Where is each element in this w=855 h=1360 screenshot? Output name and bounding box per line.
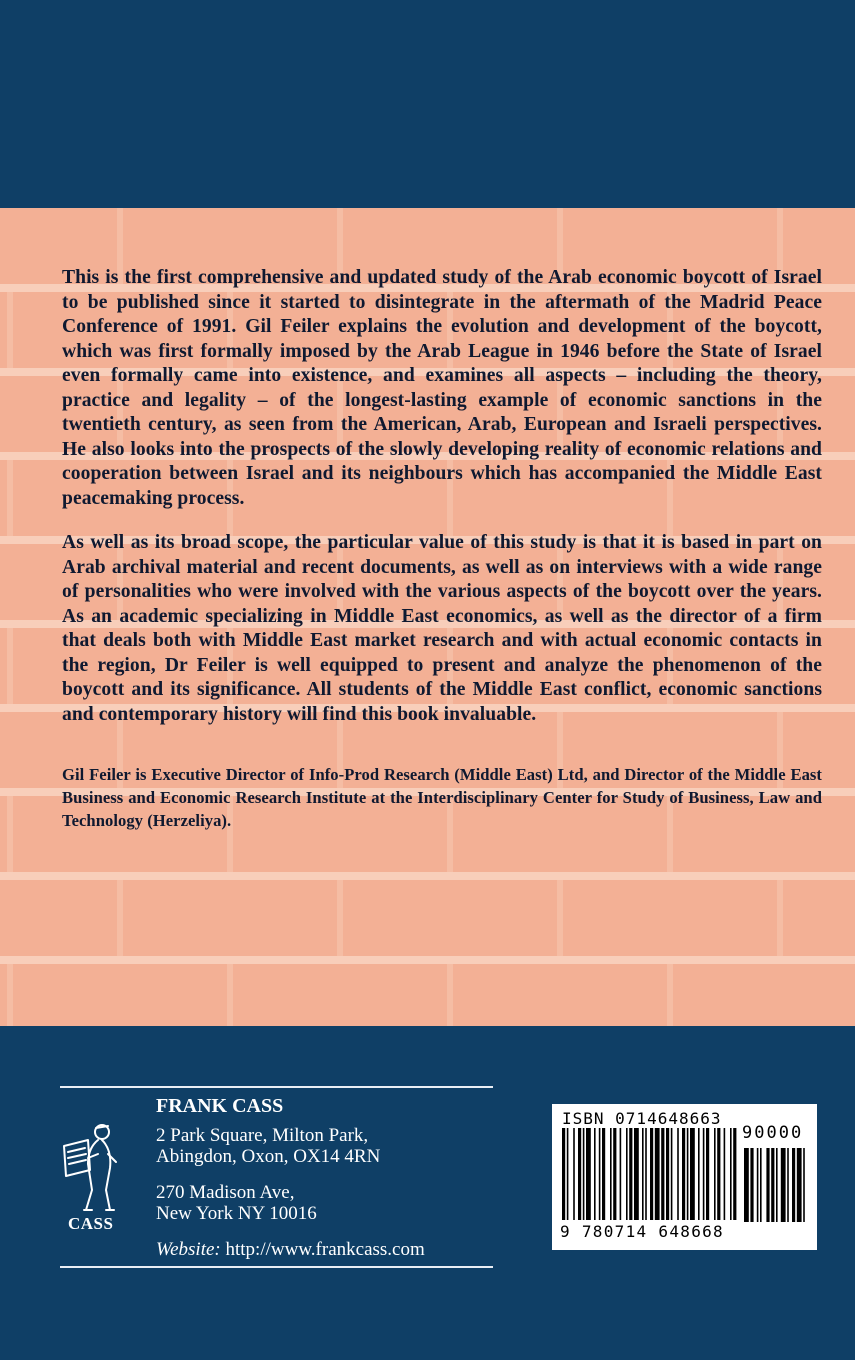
barcode-bar [562, 1128, 565, 1220]
barcode-bar [578, 1128, 581, 1220]
blurb-paragraph-2: As well as its broad scope, the particular value of this study is that it is based in part on Arab archival material and recent documents, as well as on interviews with a wide range of personalities who were involved with the various aspects of the boycott over the years. As an academic specializing in Middle East economics, as well as the director of a firm that deals both with Middle East market research and with actual economic contacts in the region, Dr Feiler is well equipped to present and analyze the phenomenon of the boycott and its significance. All students of the Middle East conflict, economic sanctions and contemporary history will find this book invaluable. [62, 532, 822, 725]
publisher-address-uk [156, 1125, 425, 1167]
barcode-addon-bar [781, 1148, 786, 1222]
barcode-bar [682, 1128, 685, 1220]
barcode-bar [567, 1128, 569, 1220]
barcode-bar [730, 1128, 732, 1220]
barcode-bar [594, 1128, 596, 1220]
divider-bottom [60, 1266, 493, 1268]
barcode-bar [687, 1128, 689, 1220]
barcode-bar [634, 1128, 639, 1220]
top-navy-band [0, 0, 855, 208]
address-us-line-1: 270 Madison Ave, [156, 1182, 295, 1203]
barcode-bar [666, 1128, 669, 1220]
publisher-name: FRANK CASS [156, 1095, 284, 1117]
author-bio: Gil Feiler is Executive Director of Info-Prod Research (Middle East) Ltd, and Director of the Middle East Business and Economic Research Institute at the Interdisciplinary Center for Study of Business, Law and Technology (Herzeliya). [62, 765, 822, 830]
barcode-addon-bar [757, 1148, 759, 1222]
barcode-bar [613, 1128, 616, 1220]
barcode-bar [706, 1128, 709, 1220]
barcode-bar [690, 1128, 695, 1220]
isbn-text: ISBN 0714648663 [562, 1109, 722, 1128]
publisher-address-us [156, 1182, 425, 1224]
barcode-bar [626, 1128, 628, 1220]
blurb-paragraph-1: This is the first comprehensive and updated study of the Arab economic boycott of Israel to be published since it started to disintegrate in the aftermath of the Madrid Peace Conference of 1991. Gil Feiler explains the evolution and development of the boycott, which was first formally imposed by the Arab League in 1946 before the State of Israel even formally came into existence, and examines all aspects – including the theory, practice and legality – of the longest-lasting example of economic sanctions in the twentieth century, as seen from the American, Arab, European and Israeli perspectives. He also looks into the prospects of the slowly developing reality of economic relations and cooperation between Israel and its neighbours which has accompanied the Middle East peacemaking process. [62, 267, 822, 509]
website-url: http://www.frankcass.com [220, 1239, 425, 1260]
barcode-bar [620, 1128, 622, 1220]
address-uk-line-1: 2 Park Square, Milton Park, [156, 1125, 369, 1146]
barcode-bar [703, 1128, 705, 1220]
isbn-barcode [552, 1104, 817, 1250]
address-us-line-2: New York NY 10016 [156, 1203, 317, 1224]
barcode-addon-bar [776, 1148, 778, 1222]
website-label: Website: [156, 1239, 221, 1260]
barcode-addon-bar [797, 1148, 802, 1222]
barcode-bar [671, 1128, 673, 1220]
barcode-addon-bar [792, 1148, 795, 1222]
barcode-addon-bar [744, 1148, 749, 1222]
barcode-addon-bar [803, 1148, 805, 1222]
barcode-bar [714, 1128, 716, 1220]
barcode-bar [583, 1128, 585, 1220]
barcode-bar [599, 1128, 601, 1220]
barcode-addon-bar [760, 1148, 762, 1222]
barcode-addon-bar [771, 1148, 774, 1222]
barcode-price-code: 90000 [742, 1123, 804, 1143]
barcode-bar [717, 1128, 720, 1220]
barcode-bar [724, 1128, 726, 1220]
barcode-bars [562, 1128, 807, 1224]
barcode-bar [573, 1128, 575, 1220]
barcode-bar [645, 1128, 647, 1220]
barcode-bar [655, 1128, 660, 1220]
barcode-bar [629, 1128, 632, 1220]
brick-panel [0, 208, 855, 1026]
cass-logo-text: CASS [68, 1214, 114, 1233]
barcode-bar [733, 1128, 736, 1220]
barcode-bar [586, 1128, 591, 1220]
address-uk-line-2: Abingdon, Oxon, OX14 4RN [156, 1146, 381, 1167]
barcode-bar [610, 1128, 612, 1220]
barcode-bar [650, 1128, 653, 1220]
publisher-website [156, 1239, 425, 1260]
divider-top [60, 1086, 493, 1088]
barcode-bar [677, 1128, 679, 1220]
barcode-bar [661, 1128, 664, 1220]
barcode-bar [698, 1128, 700, 1220]
blurb-text [62, 266, 822, 852]
barcode-addon-bar [766, 1148, 769, 1222]
bottom-navy-band [0, 1026, 855, 1360]
ean-digits: 9 780714 648668 [560, 1222, 724, 1241]
publisher-info [156, 1096, 425, 1260]
barcode-addon-bar [787, 1148, 789, 1222]
barcode-bar [642, 1128, 644, 1220]
barcode-addon-bar [750, 1148, 753, 1222]
barcode-bar [602, 1128, 605, 1220]
